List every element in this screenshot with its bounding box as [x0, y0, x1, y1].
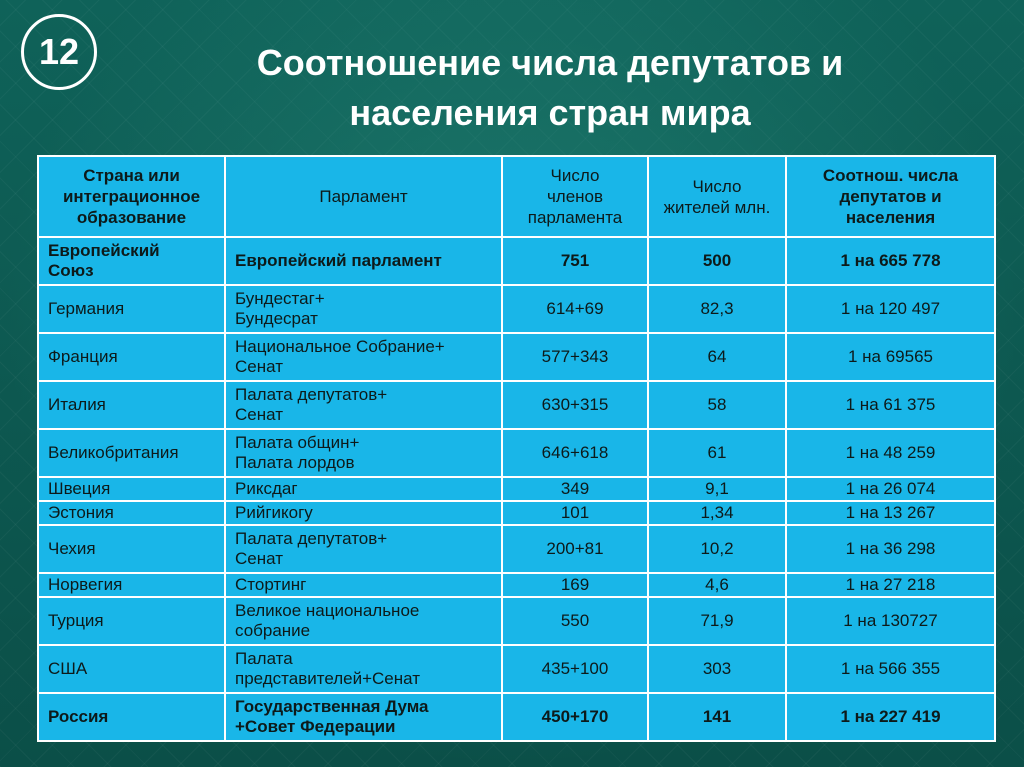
table-row — [38, 333, 995, 381]
cell-population: 82,3 — [648, 285, 786, 333]
cell-line: США — [48, 659, 88, 678]
cell-members: 577+343 — [502, 333, 648, 381]
cell-line: Палата — [235, 649, 293, 668]
cell-line: Бундесрат — [235, 309, 318, 328]
slide-number: 12 — [38, 31, 80, 72]
cell-line: Германия — [48, 299, 125, 318]
cell-population: 1,34 — [648, 501, 786, 525]
cell-line: Число — [550, 166, 600, 185]
cell-country — [38, 501, 225, 525]
cell-ratio: 1 на 61 375 — [786, 381, 995, 429]
cell-line: Европейский парламент — [235, 251, 442, 270]
title-line-2: населения стран мира — [349, 92, 751, 133]
cell-line: Палата депутатов+ — [235, 385, 388, 404]
cell-line: Норвегия — [48, 575, 123, 594]
cell-line: Европейский — [48, 241, 160, 260]
cell-ratio: 1 на 36 298 — [786, 525, 995, 573]
cell-parliament — [225, 525, 502, 573]
data-table — [37, 155, 996, 742]
cell-country — [38, 333, 225, 381]
cell-line: Страна или — [83, 166, 180, 185]
cell-line: Рийгикогу — [235, 503, 313, 522]
cell-population: 64 — [648, 333, 786, 381]
cell-line: Турция — [48, 611, 104, 630]
cell-line: населения — [845, 208, 936, 227]
cell-parliament — [225, 501, 502, 525]
cell-parliament — [225, 381, 502, 429]
cell-line: Палата общин+ — [235, 433, 360, 452]
cell-parliament — [225, 693, 502, 741]
cell-ratio: 1 на 48 259 — [786, 429, 995, 477]
cell-line: Число — [692, 176, 742, 196]
cell-members: 630+315 — [502, 381, 648, 429]
table-row — [38, 381, 995, 429]
cell-line: Стортинг — [235, 575, 307, 594]
cell-parliament — [225, 597, 502, 645]
cell-population: 500 — [648, 237, 786, 285]
table-row — [38, 285, 995, 333]
cell-members: 101 — [502, 501, 648, 525]
cell-parliament — [225, 477, 502, 501]
cell-country — [38, 693, 225, 741]
table-row — [38, 525, 995, 573]
cell-line: Риксдаг — [235, 479, 298, 498]
table-row — [38, 477, 995, 501]
table-row — [38, 237, 995, 285]
cell-country — [38, 525, 225, 573]
header-parliament — [225, 156, 502, 237]
cell-line: Национальное Собрание+ — [235, 337, 445, 356]
cell-members: 646+618 — [502, 429, 648, 477]
table-row — [38, 597, 995, 645]
page-title — [150, 38, 950, 138]
cell-country — [38, 237, 225, 285]
cell-parliament — [225, 237, 502, 285]
table-header-row — [38, 156, 995, 237]
cell-line: Соотнош. числа — [822, 166, 959, 185]
cell-line: собрание — [235, 621, 311, 640]
cell-ratio: 1 на 120 497 — [786, 285, 995, 333]
cell-members: 550 — [502, 597, 648, 645]
table-row — [38, 501, 995, 525]
cell-line: +Совет Федерации — [235, 717, 396, 736]
cell-line: Сенат — [235, 405, 283, 424]
cell-line: депутатов и — [839, 187, 942, 206]
cell-country — [38, 477, 225, 501]
cell-parliament — [225, 573, 502, 597]
cell-line: Россия — [48, 707, 109, 726]
cell-members: 169 — [502, 573, 648, 597]
cell-country — [38, 645, 225, 693]
cell-members: 349 — [502, 477, 648, 501]
cell-country — [38, 573, 225, 597]
cell-ratio: 1 на 227 419 — [786, 693, 995, 741]
cell-line: жителей млн. — [663, 197, 771, 217]
cell-country — [38, 285, 225, 333]
cell-line: членов — [546, 187, 604, 206]
cell-country — [38, 381, 225, 429]
cell-ratio: 1 на 566 355 — [786, 645, 995, 693]
cell-line: Государственная Дума — [235, 697, 429, 716]
header-country — [38, 156, 225, 237]
cell-line: Эстония — [48, 503, 114, 522]
table-row — [38, 693, 995, 741]
cell-ratio: 1 на 69565 — [786, 333, 995, 381]
cell-parliament — [225, 285, 502, 333]
table-row — [38, 645, 995, 693]
cell-line: Чехия — [48, 539, 96, 558]
cell-population: 141 — [648, 693, 786, 741]
cell-line: Великобритания — [48, 443, 179, 462]
cell-members: 751 — [502, 237, 648, 285]
cell-members: 450+170 — [502, 693, 648, 741]
cell-line: Великое национальное — [235, 601, 420, 620]
header-members — [502, 156, 648, 237]
cell-country — [38, 429, 225, 477]
cell-parliament — [225, 645, 502, 693]
header-ratio — [786, 156, 995, 237]
cell-parliament — [225, 333, 502, 381]
header-population — [648, 156, 786, 237]
cell-line: Палата лордов — [235, 453, 355, 472]
cell-members: 435+100 — [502, 645, 648, 693]
cell-line: Сенат — [235, 549, 283, 568]
title-line-1: Соотношение числа депутатов и — [256, 42, 844, 83]
cell-members: 200+81 — [502, 525, 648, 573]
cell-population: 9,1 — [648, 477, 786, 501]
cell-ratio: 1 на 27 218 — [786, 573, 995, 597]
cell-line: образование — [76, 208, 187, 227]
table-row — [38, 573, 995, 597]
cell-line: Союз — [48, 261, 94, 280]
cell-population: 71,9 — [648, 597, 786, 645]
cell-line: Сенат — [235, 357, 283, 376]
cell-ratio: 1 на 13 267 — [786, 501, 995, 525]
cell-ratio: 1 на 26 074 — [786, 477, 995, 501]
cell-members: 614+69 — [502, 285, 648, 333]
cell-line: интеграционное — [62, 187, 201, 206]
cell-ratio: 1 на 665 778 — [786, 237, 995, 285]
cell-line: Франция — [48, 347, 118, 366]
cell-line: Парламент — [319, 187, 408, 206]
cell-line: парламента — [527, 208, 623, 227]
cell-population: 303 — [648, 645, 786, 693]
cell-line: Италия — [48, 395, 106, 414]
cell-line: Бундестаг+ — [235, 289, 325, 308]
cell-parliament — [225, 429, 502, 477]
cell-population: 4,6 — [648, 573, 786, 597]
cell-line: Палата депутатов+ — [235, 529, 388, 548]
cell-ratio: 1 на 130727 — [786, 597, 995, 645]
cell-line: Швеция — [48, 479, 111, 498]
table-row — [38, 429, 995, 477]
cell-population: 10,2 — [648, 525, 786, 573]
cell-population: 61 — [648, 429, 786, 477]
cell-line: представителей+Сенат — [235, 669, 421, 688]
slide-number-badge — [21, 14, 97, 90]
cell-population: 58 — [648, 381, 786, 429]
cell-country — [38, 597, 225, 645]
